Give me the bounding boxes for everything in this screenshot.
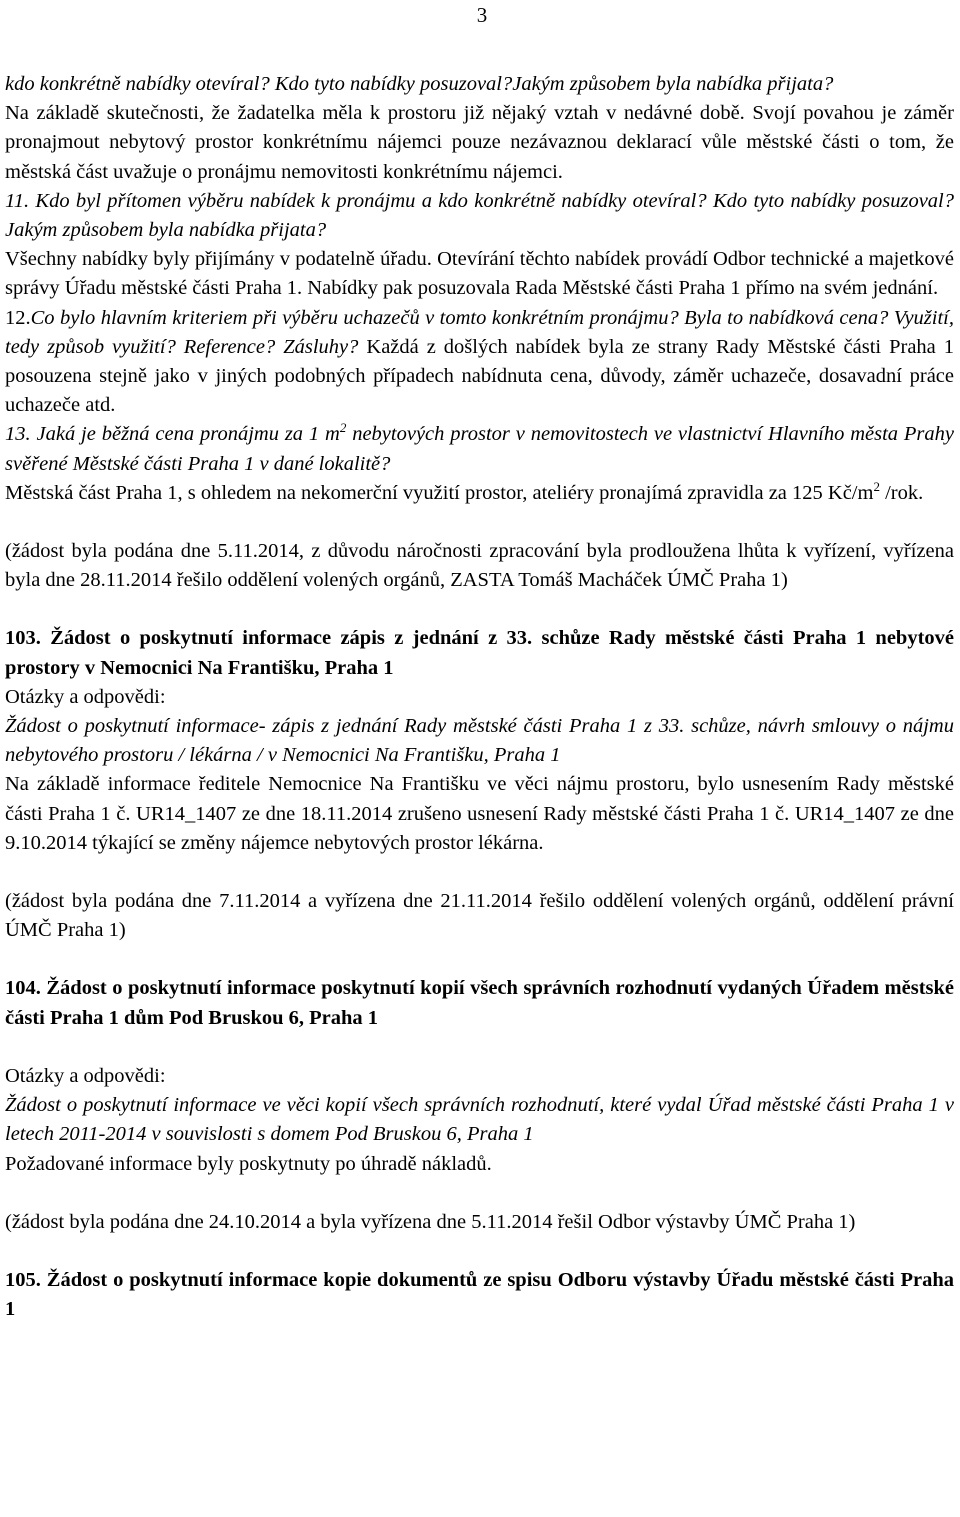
- request-103-question: Žádost o poskytnutí informace- zápis z jednání Rady městské části Praha 1 z 33. schůze, návrh smlouvy o nájmu nebytového prostoru / lékárna / v Nemocnici Na Františku, Praha 1: [5, 715, 954, 767]
- page-number: 3: [476, 3, 488, 27]
- spacer: [5, 1179, 954, 1208]
- request-102-note: (žádost byla podána dne 5.11.2014, z důvodu náročnosti zpracování byla prodloužena lhůta k vyřízení, vyřízena byla dne 28.11.2014 řešilo oddělení volených orgánů, ZASTA Tomáš Macháček ÚMČ Praha 1): [5, 540, 954, 592]
- request-103-qa-label: Otázky a odpovědi:: [5, 685, 166, 708]
- spacer: [5, 508, 954, 537]
- answer-11-part2: Otevírání těchto nabídek provádí Odbor technické a majetkové správy Úřadu městské části Praha 1. Nabídky pak posuzovala Rada Městské části Praha 1 přímo na svém jednání.: [5, 248, 955, 300]
- spacer: [5, 1033, 954, 1062]
- answer-13-superscript: 2: [873, 479, 880, 495]
- request-103-heading: 103. Žádost o poskytnutí informace zápis z jednání z 33. schůze Rady městské části Praha 1 nebytové prostory v Nemocnici Na Františku, Praha 1: [5, 627, 954, 679]
- answer-13-text-end: /rok.: [879, 481, 924, 504]
- request-103-note: (žádost byla podána dne 7.11.2014 a vyřízena dne 21.11.2014 řešilo oddělení volených orgánů, oddělení právní ÚMČ Praha 1): [5, 890, 954, 942]
- request-103-answer: Na základě informace ředitele Nemocnice Na Františku ve věci nájmu prostoru, bylo usnesením Rady městské části Praha 1 č. UR14_1407 ze dne 18.11.2014 zrušeno usnesení Rady městské části Praha 1 č. UR14_1407 ze dne 9.10.2014 týkající se změny nájemce nebytových prostor lékárna.: [5, 773, 954, 854]
- question-10-tail: kdo konkrétně nabídky otevíral? Kdo tyto nabídky posuzoval?Jakým způsobem byla nabídka přijata?: [5, 73, 834, 95]
- question-13: [5, 420, 954, 478]
- request-104-note: (žádost byla podána dne 24.10.2014 a byla vyřízena dne 5.11.2014 řešil Odbor výstavby ÚMČ Praha 1): [5, 1210, 856, 1233]
- document-body: [5, 70, 954, 1324]
- answer-13-text: Městská část Praha 1, s ohledem na nekomerční využití prostor, ateliéry pronajímá zpravidla za 125 Kč/m: [5, 481, 874, 504]
- request-104-answer: Požadované informace byly poskytnuty po úhradě nákladů.: [5, 1152, 492, 1175]
- spacer: [5, 945, 954, 974]
- spacer: [5, 1237, 954, 1266]
- question-11: 11. Kdo byl přítomen výběru nabídek k pronájmu a kdo konkrétně nabídky otevíral? Kdo tyto nabídky posuzoval? Jakým způsobem byla nabídka přijata?: [5, 189, 954, 242]
- question-answer-12: [5, 304, 954, 421]
- request-104-question: Žádost o poskytnutí informace ve věci kopií všech správních rozhodnutí, které vydal Úřad městské části Praha 1 v letech 2011-2014 v souvislosti s domem Pod Bruskou 6, Praha 1: [5, 1094, 954, 1146]
- question-12: Co bylo hlavním kriteriem při výběru uchazečů v tomto konkrétním pronájmu? Byla to nabídková cena? Využití, tedy způsob využití? Reference? Zásluhy?: [5, 306, 954, 358]
- request-104-heading: 104. Žádost o poskytnutí informace poskytnutí kopií všech správních rozhodnutí vydaných Úřadem městské části Praha 1 dům Pod Bruskou 6, Praha 1: [5, 977, 954, 1029]
- answer-13: [5, 479, 954, 508]
- answer-10: Na základě skutečnosti, že žadatelka měla k prostoru již nějaký vztah v nedávné době. Svojí povahou je záměr pronajmout nebytový prostor konkrétnímu nájemci pouze nezávaznou deklarací vůle městské části o tom, že městská část uvažuje o pronájmu nemovitosti konkrétnímu nájemci.: [5, 102, 954, 183]
- question-13-superscript: 2: [339, 420, 347, 436]
- question-13-text: 13. Jaká je běžná cena pronájmu za 1 m: [5, 423, 340, 446]
- answer-11: [5, 245, 954, 303]
- answer-12: Každá z došlých nabídek byla ze strany Rady Městské části Praha 1 posouzena stejně jako v jiných podobných případech nabídnuta cena, důvody, záměr uchazeče, dosavadní práce uchazeče atd.: [5, 335, 954, 417]
- answer-11-part1: Všechny nabídky byly přijímány v podatelně úřadu.: [5, 248, 432, 271]
- spacer: [5, 858, 954, 887]
- question-12-number: 12.: [5, 306, 31, 329]
- request-105-heading: 105. Žádost o poskytnutí informace kopie dokumentů ze spisu Odboru výstavby Úřadu městské části Praha 1: [5, 1268, 954, 1321]
- request-104-qa-label: Otázky a odpovědi:: [5, 1064, 166, 1087]
- question-13-text-end: nebytových prostor v nemovitostech ve vlastnictví Hlavního města Prahy svěřené Městské části Praha 1 v dané lokalitě?: [5, 423, 954, 475]
- spacer: [5, 595, 954, 624]
